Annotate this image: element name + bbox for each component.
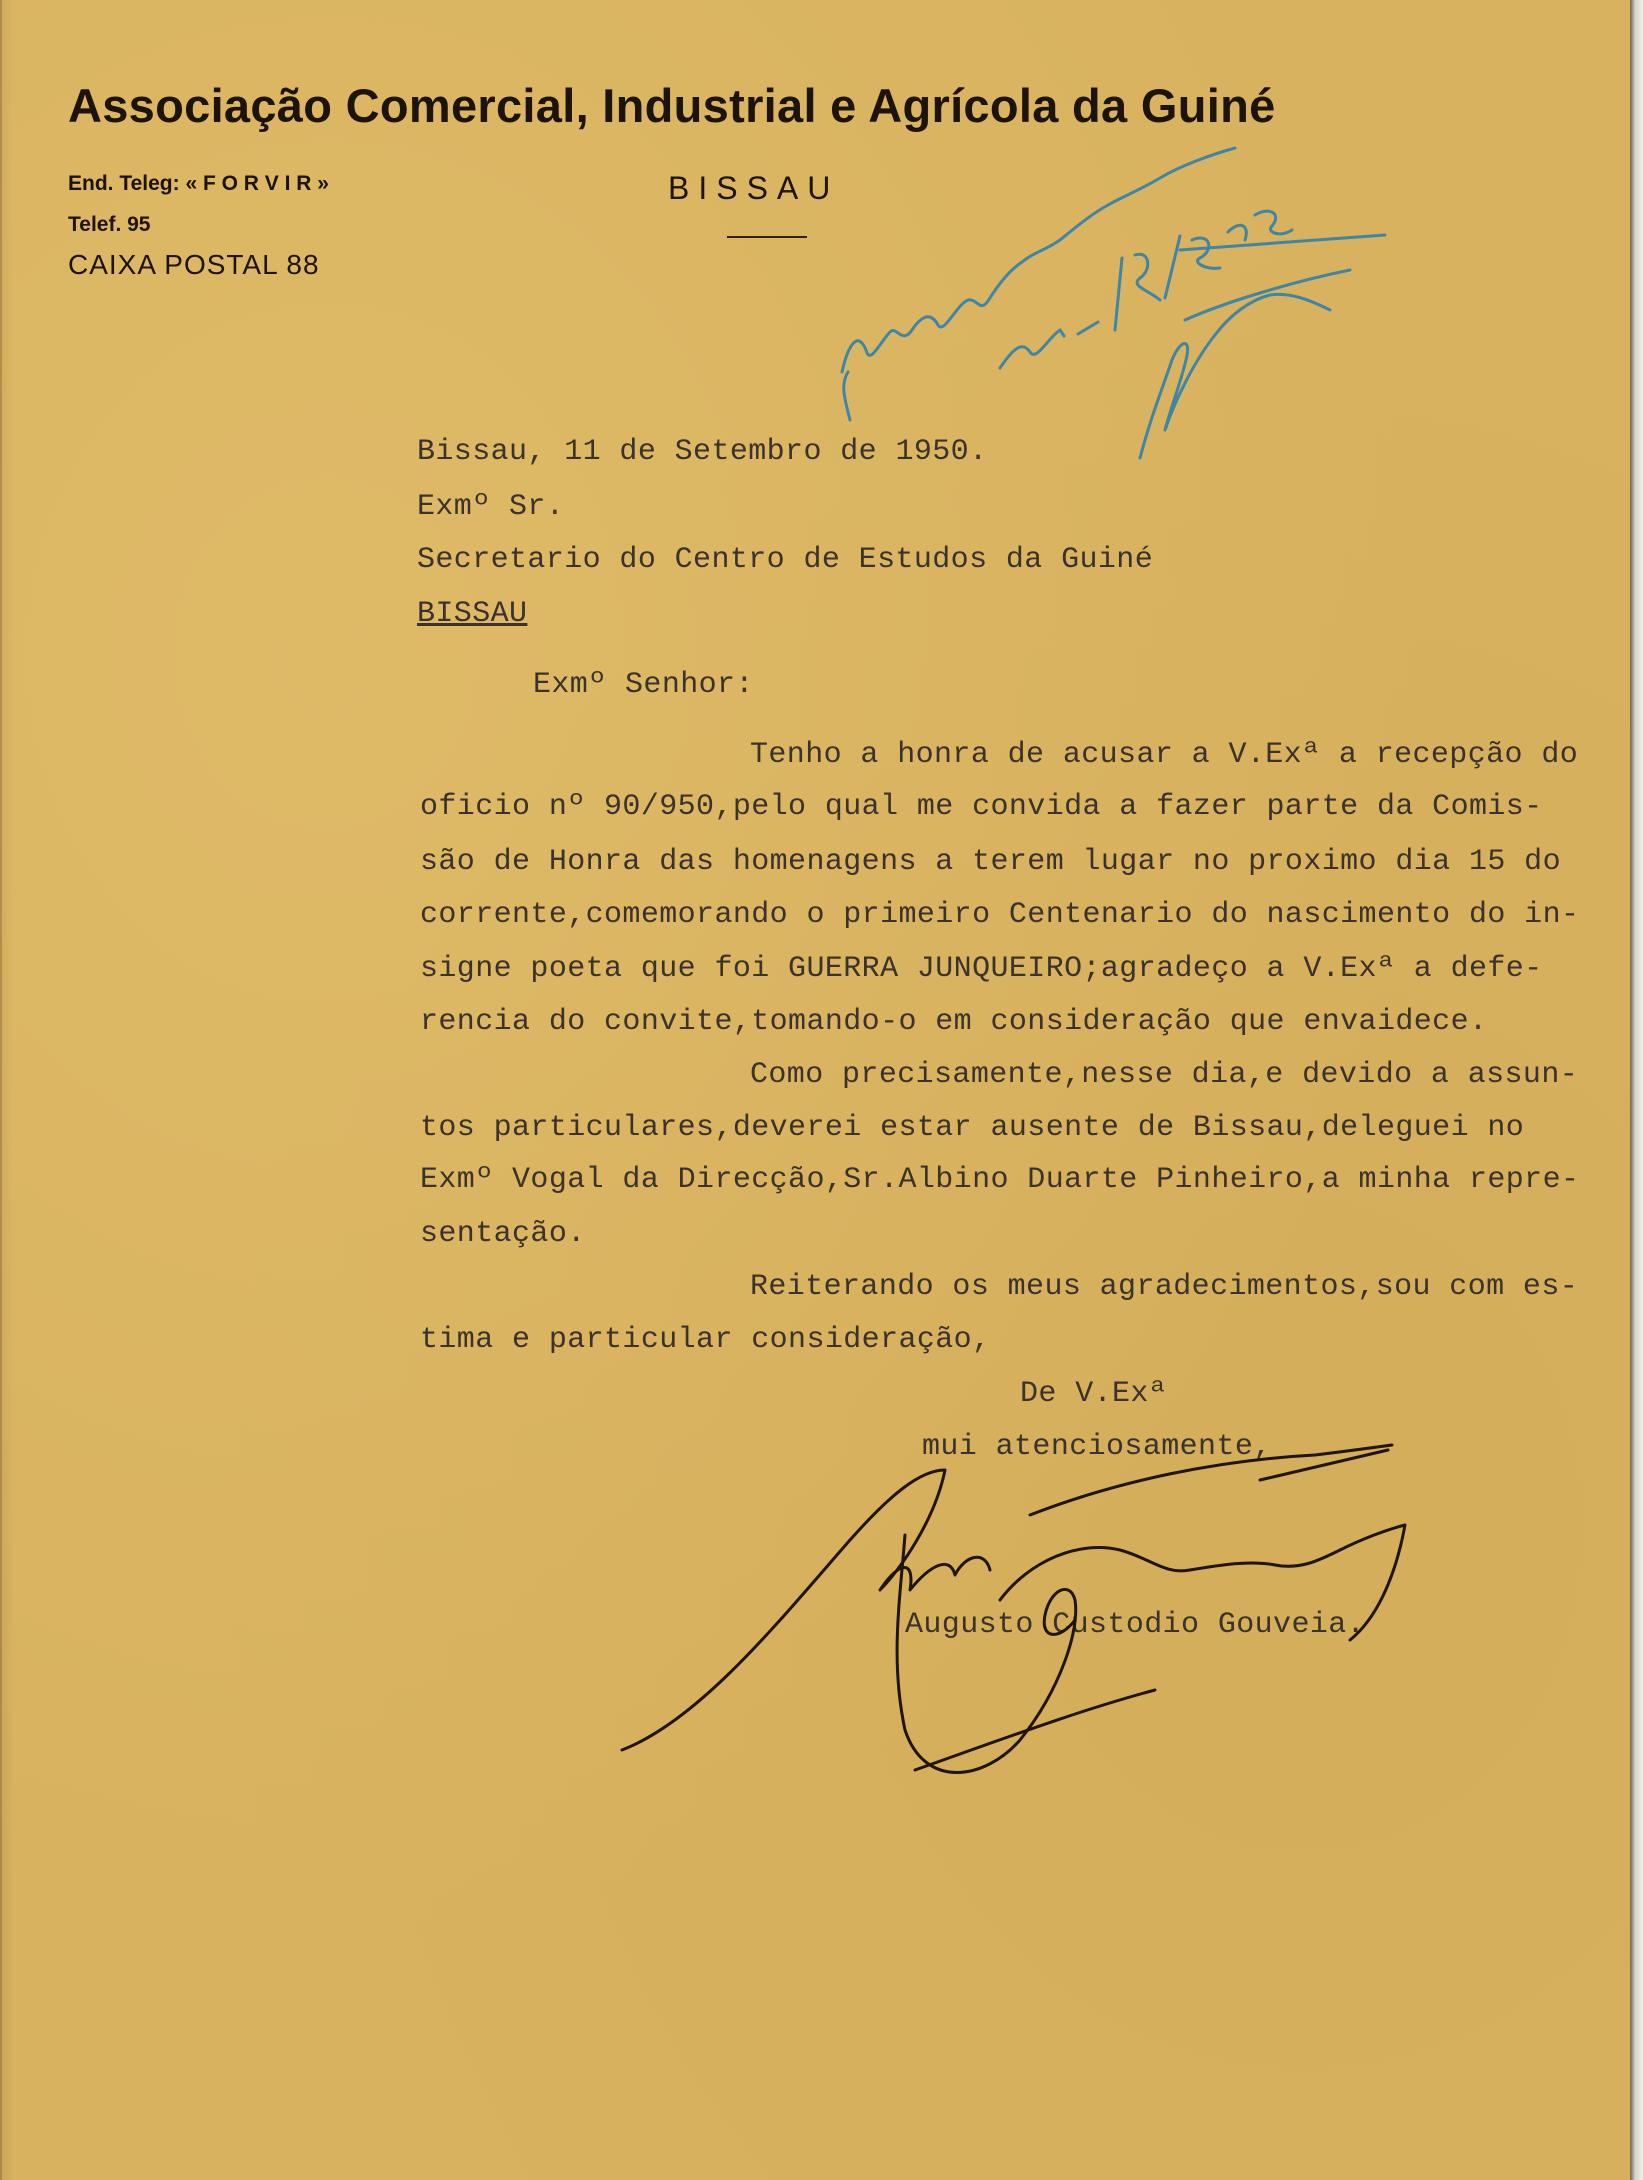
signatory-name: Augusto Custodio Gouveia. xyxy=(905,1608,1366,1642)
closing-line: De V.Exª xyxy=(1020,1377,1168,1411)
letterhead-city: BISSAU xyxy=(668,170,840,206)
body-line: rencia do convite,tomando-o em consideração que envaidece. xyxy=(420,1005,1488,1039)
addressee-name: Secretario do Centro de Estudos da Guiné xyxy=(417,543,1154,577)
scan-edge xyxy=(1630,0,1643,2180)
body-line: Exmº Vogal da Direcção,Sr.Albino Duarte Pinheiro,a minha repre- xyxy=(420,1163,1580,1197)
body-line: sentação. xyxy=(420,1217,586,1251)
addressee-title: Exmº Sr. xyxy=(417,490,565,524)
organization-name: Associação Comercial, Industrial e Agrícola da Guiné xyxy=(68,79,1276,132)
salutation: Exmº Senhor: xyxy=(533,668,754,702)
po-box: CAIXA POSTAL 88 xyxy=(68,249,320,280)
closing-line: mui atenciosamente, xyxy=(922,1430,1272,1464)
telephone-number: Telef. 95 xyxy=(68,213,151,236)
body-line: tima e particular consideração, xyxy=(420,1323,991,1357)
paper-fold xyxy=(0,0,2,2180)
addressee-city: BISSAU xyxy=(417,597,528,631)
body-line: tos particulares,deverei estar ausente de Bissau,deleguei no xyxy=(420,1111,1525,1145)
blue-annotation xyxy=(842,148,1385,458)
letter-date: Bissau, 11 de Setembro de 1950. xyxy=(417,435,988,469)
telegraph-address: End. Teleg: « F O R V I R » xyxy=(68,172,329,195)
body-line: corrente,comemorando o primeiro Centenario do nascimento do in- xyxy=(420,898,1580,932)
body-line: Reiterando os meus agradecimentos,sou com es- xyxy=(750,1270,1579,1304)
body-line: Tenho a honra de acusar a V.Exª a recepção do xyxy=(750,738,1579,772)
body-line: são de Honra das homenagens a terem lugar no proximo dia 15 do xyxy=(420,845,1561,879)
body-line: signe poeta que foi GUERRA JUNQUEIRO;agradeço a V.Exª a defe- xyxy=(420,952,1543,986)
body-line: Como precisamente,nesse dia,e devido a assun- xyxy=(750,1058,1579,1092)
body-line: oficio nº 90/950,pelo qual me convida a fazer parte da Comis- xyxy=(420,790,1543,824)
letterhead-divider xyxy=(727,236,807,238)
